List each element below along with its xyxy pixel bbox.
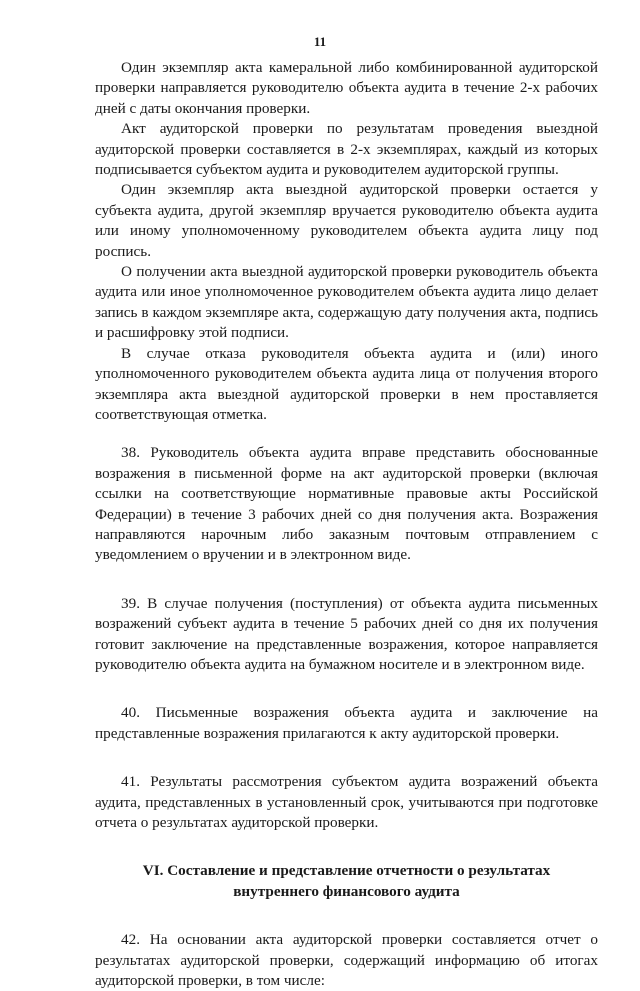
section-heading-line2: внутреннего финансового аудита [233,882,460,900]
paragraph-act-copy-desk-audit: Один экземпляр акта камеральной либо комбинированной аудиторской проверки направляется руководителю объекта аудита в течение 2-х рабочих дней с даты окончания проверки. [95,59,598,117]
paragraph-act-receipt-record: О получении акта выездной аудиторской проверки руководитель объекта аудита или иное уполномоченное руководителем объекта аудита лицо делает запись в каждом экземпляре акта, содержащую дату получения акта, подпись и расшифровку этой подписи. [95,263,598,342]
section-heading-line1: VI. Составление и представление отчетности о результатах [142,862,551,880]
paragraph-41: 41. Результаты рассмотрения субъектом аудита возражений объекта аудита, представленных в установленный срок, учитываются при подготовке отчета о результатах аудиторской проверки. [95,773,598,831]
document-body [95,58,598,991]
page-number: 11 [313,34,327,49]
paragraph-act-copy-delivery: Один экземпляр акта выездной аудиторской проверки остается у субъекта аудита, другой экземпляр вручается руководителю объекта аудита или иному уполномоченному руководителем объекта аудита лицу под роспись. [95,181,598,260]
paragraph-39: 39. В случае получения (поступления) от объекта аудита письменных возражений субъект аудита в течение 5 рабочих дней со дня их получения готовит заключение на представленные возражения, которое направляется руководителю объекта аудита на бумажном носителе и в электронном виде. [95,594,598,673]
paragraph-act-field-audit-copies: Акт аудиторской проверки по результатам проведения выездной аудиторской проверки составляется в 2-х экземплярах, каждый из которых подписывается субъектом аудита и руководителем аудиторской группы. [95,120,598,179]
paragraph-act-refusal: В случае отказа руководителя объекта аудита и (или) иного уполномоченного руководителем объекта аудита лица от получения второго экземпляра акта выездной аудиторской проверки в нем проставляется соответствующая отметка. [95,344,598,423]
paragraph-42: 42. На основании акта аудиторской проверки составляется отчет о результатах аудиторской проверки, содержащий информацию об итогах аудиторской проверки, в том числе: [95,931,598,990]
paragraph-40: 40. Письменные возражения объекта аудита и заключение на представленные возражения прилагаются к акту аудиторской проверки. [95,704,598,742]
section-heading [95,861,598,902]
paragraph-38: 38. Руководитель объекта аудита вправе представить обоснованные возражения в письменной форме на акт аудиторской проверки (включая ссылки на соответствующие нормативные правовые акты Российской Федерации) в течение 3 рабочих дней со дня получения акта. Возражения направляются нарочным либо заказным почтовым отправлением с уведомлением о вручении и в электронном виде. [95,444,598,564]
